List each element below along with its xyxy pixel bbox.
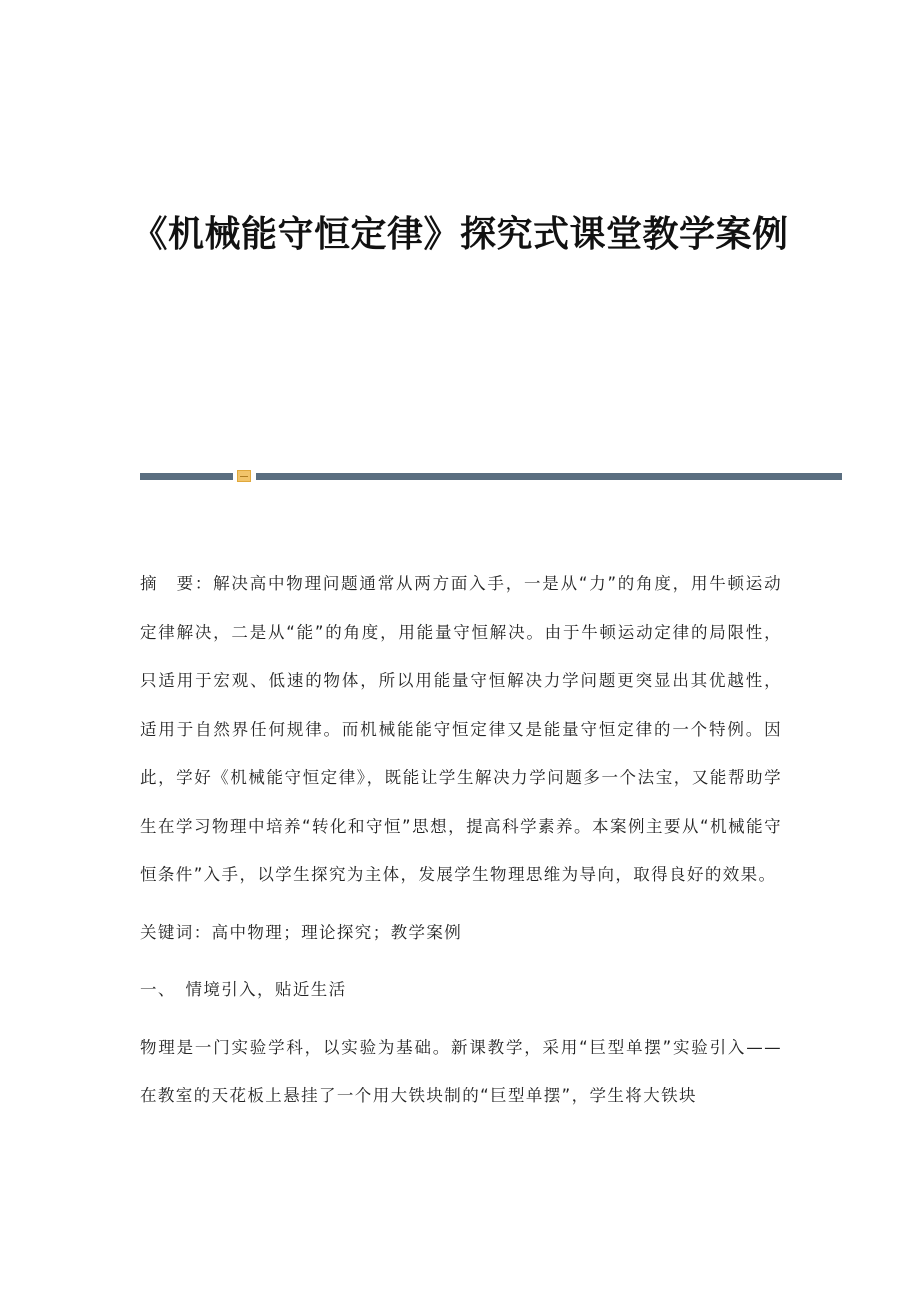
abstract-paragraph: 摘 要：解决高中物理问题通常从两方面入手，一是从“力”的角度，用牛顿运动定律解决，二是从“能”的角度，用能量守恒解决。由于牛顿运动定律的局限性，只适用于宏观、低速的物体，所以用能量守恒解决力学问题更突显出其优越性，适用于自然界任何规律。而机械能能守恒定律又是能量守恒定律的一个特例。因此，学好《机械能守恒定律》，既能让学生解决力学问题多一个法宝，又能帮助学生在学习物理中培养“转化和守恒”思想，提高科学素养。本案例主要从“机械能守恒条件”入手，以学生探究为主体，发展学生物理思维为导向，取得良好的效果。 [140, 574, 782, 884]
title-divider [140, 470, 842, 482]
divider-ornament-icon [237, 470, 251, 482]
document-title: 《机械能守恒定律》探究式课堂教学案例 [131, 214, 789, 255]
section-1-heading: 一、 情境引入，贴近生活 [140, 980, 347, 999]
document-body [140, 560, 782, 1121]
divider-bar-right [256, 473, 842, 480]
divider-bar-left [140, 473, 233, 480]
section-1-paragraph: 物理是一门实验学科，以实验为基础。新课教学，采用“巨型单摆”实验引入——在教室的天花板上悬挂了一个用大铁块制的“巨型单摆”，学生将大铁块 [140, 1037, 782, 1105]
keywords-line: 关键词：高中物理；理论探究；教学案例 [140, 922, 463, 942]
